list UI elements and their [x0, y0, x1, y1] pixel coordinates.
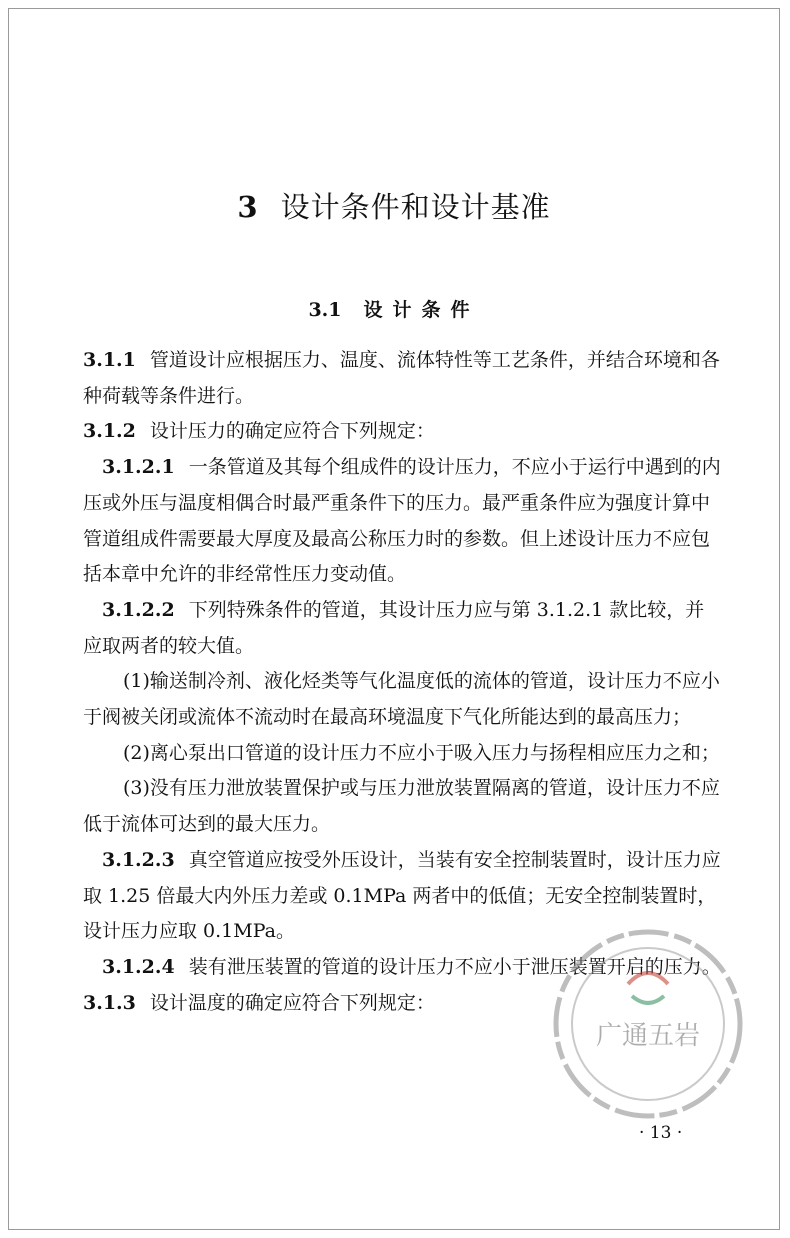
section-title: 设计条件	[363, 299, 480, 321]
list-item: (2)离心泵出口管道的设计压力不应小于吸入压力与扬程相应压力之和；	[123, 741, 720, 764]
page-number: · 13 ·	[639, 1123, 683, 1143]
stamp-text: 广通五岩	[595, 1021, 701, 1051]
clause-number: 3.1.1	[83, 349, 136, 371]
clause-3-1-2	[83, 414, 723, 450]
clause-3-1-2-3	[83, 843, 723, 950]
clause-text: 下列特殊条件的管道，其设计压力应与第 3.1.2.1 款比较，并应取两者的较大值。	[83, 598, 705, 657]
clause-3-1-1	[83, 343, 723, 414]
clause-text: 设计温度的确定应符合下列规定：	[149, 991, 435, 1014]
clause-3-1-2-2	[83, 593, 723, 664]
section-heading	[9, 295, 779, 322]
clause-3-1-2-1	[83, 450, 723, 593]
clause-3-1-2-4	[83, 950, 723, 986]
clause-number: 3.1.2.3	[102, 848, 175, 871]
chapter-title: 设计条件和设计基准	[280, 190, 551, 224]
clause-3-1-3	[83, 986, 723, 1022]
section-number: 3.1	[308, 299, 342, 321]
clause-number: 3.1.2.4	[102, 955, 175, 978]
chapter-number: 3	[237, 190, 259, 224]
clause-text: 管道设计应根据压力、温度、流体特性等工艺条件，并结合环境和各种荷载等条件进行。	[83, 349, 720, 407]
document-page	[8, 8, 780, 1230]
body-text	[83, 343, 723, 1021]
clause-number: 3.1.3	[83, 991, 136, 1014]
clause-text: 真空管道应按受外压设计，当装有安全控制装置时，设计压力应取 1.25 倍最大内外压力差或 0.1MPa 两者中的低值；无安全控制装置时，设计压力应取 0.1MPa。	[83, 848, 721, 943]
list-item: (3)没有压力泄放装置保护或与压力泄放装置隔离的管道，设计压力不应低于流体可达到的最大压力。	[83, 777, 720, 836]
clause-number: 3.1.2.2	[102, 598, 175, 621]
chapter-heading	[9, 185, 779, 226]
clause-number: 3.1.2.1	[102, 456, 175, 479]
clause-text: 一条管道及其每个组成件的设计压力，不应小于运行中遇到的内压或外压与温度相偶合时最严重条件下的压力。最严重条件应为强度计算中管道组成件需要最大厚度及最高公称压力时的参数。但上述设计压力不应包括本章中允许的非经常性压力变动值。	[83, 456, 721, 586]
clause-text: 设计压力的确定应符合下列规定：	[149, 420, 435, 443]
list-item: (1)输送制冷剂、液化烃类等气化温度低的流体的管道，设计压力不应小于阀被关闭或流体不流动时在最高环境温度下气化所能达到的最高压力；	[83, 670, 720, 729]
clause-text: 装有泄压装置的管道的设计压力不应小于泄压装置开启的压力。	[188, 955, 721, 978]
clause-number: 3.1.2	[83, 420, 136, 443]
